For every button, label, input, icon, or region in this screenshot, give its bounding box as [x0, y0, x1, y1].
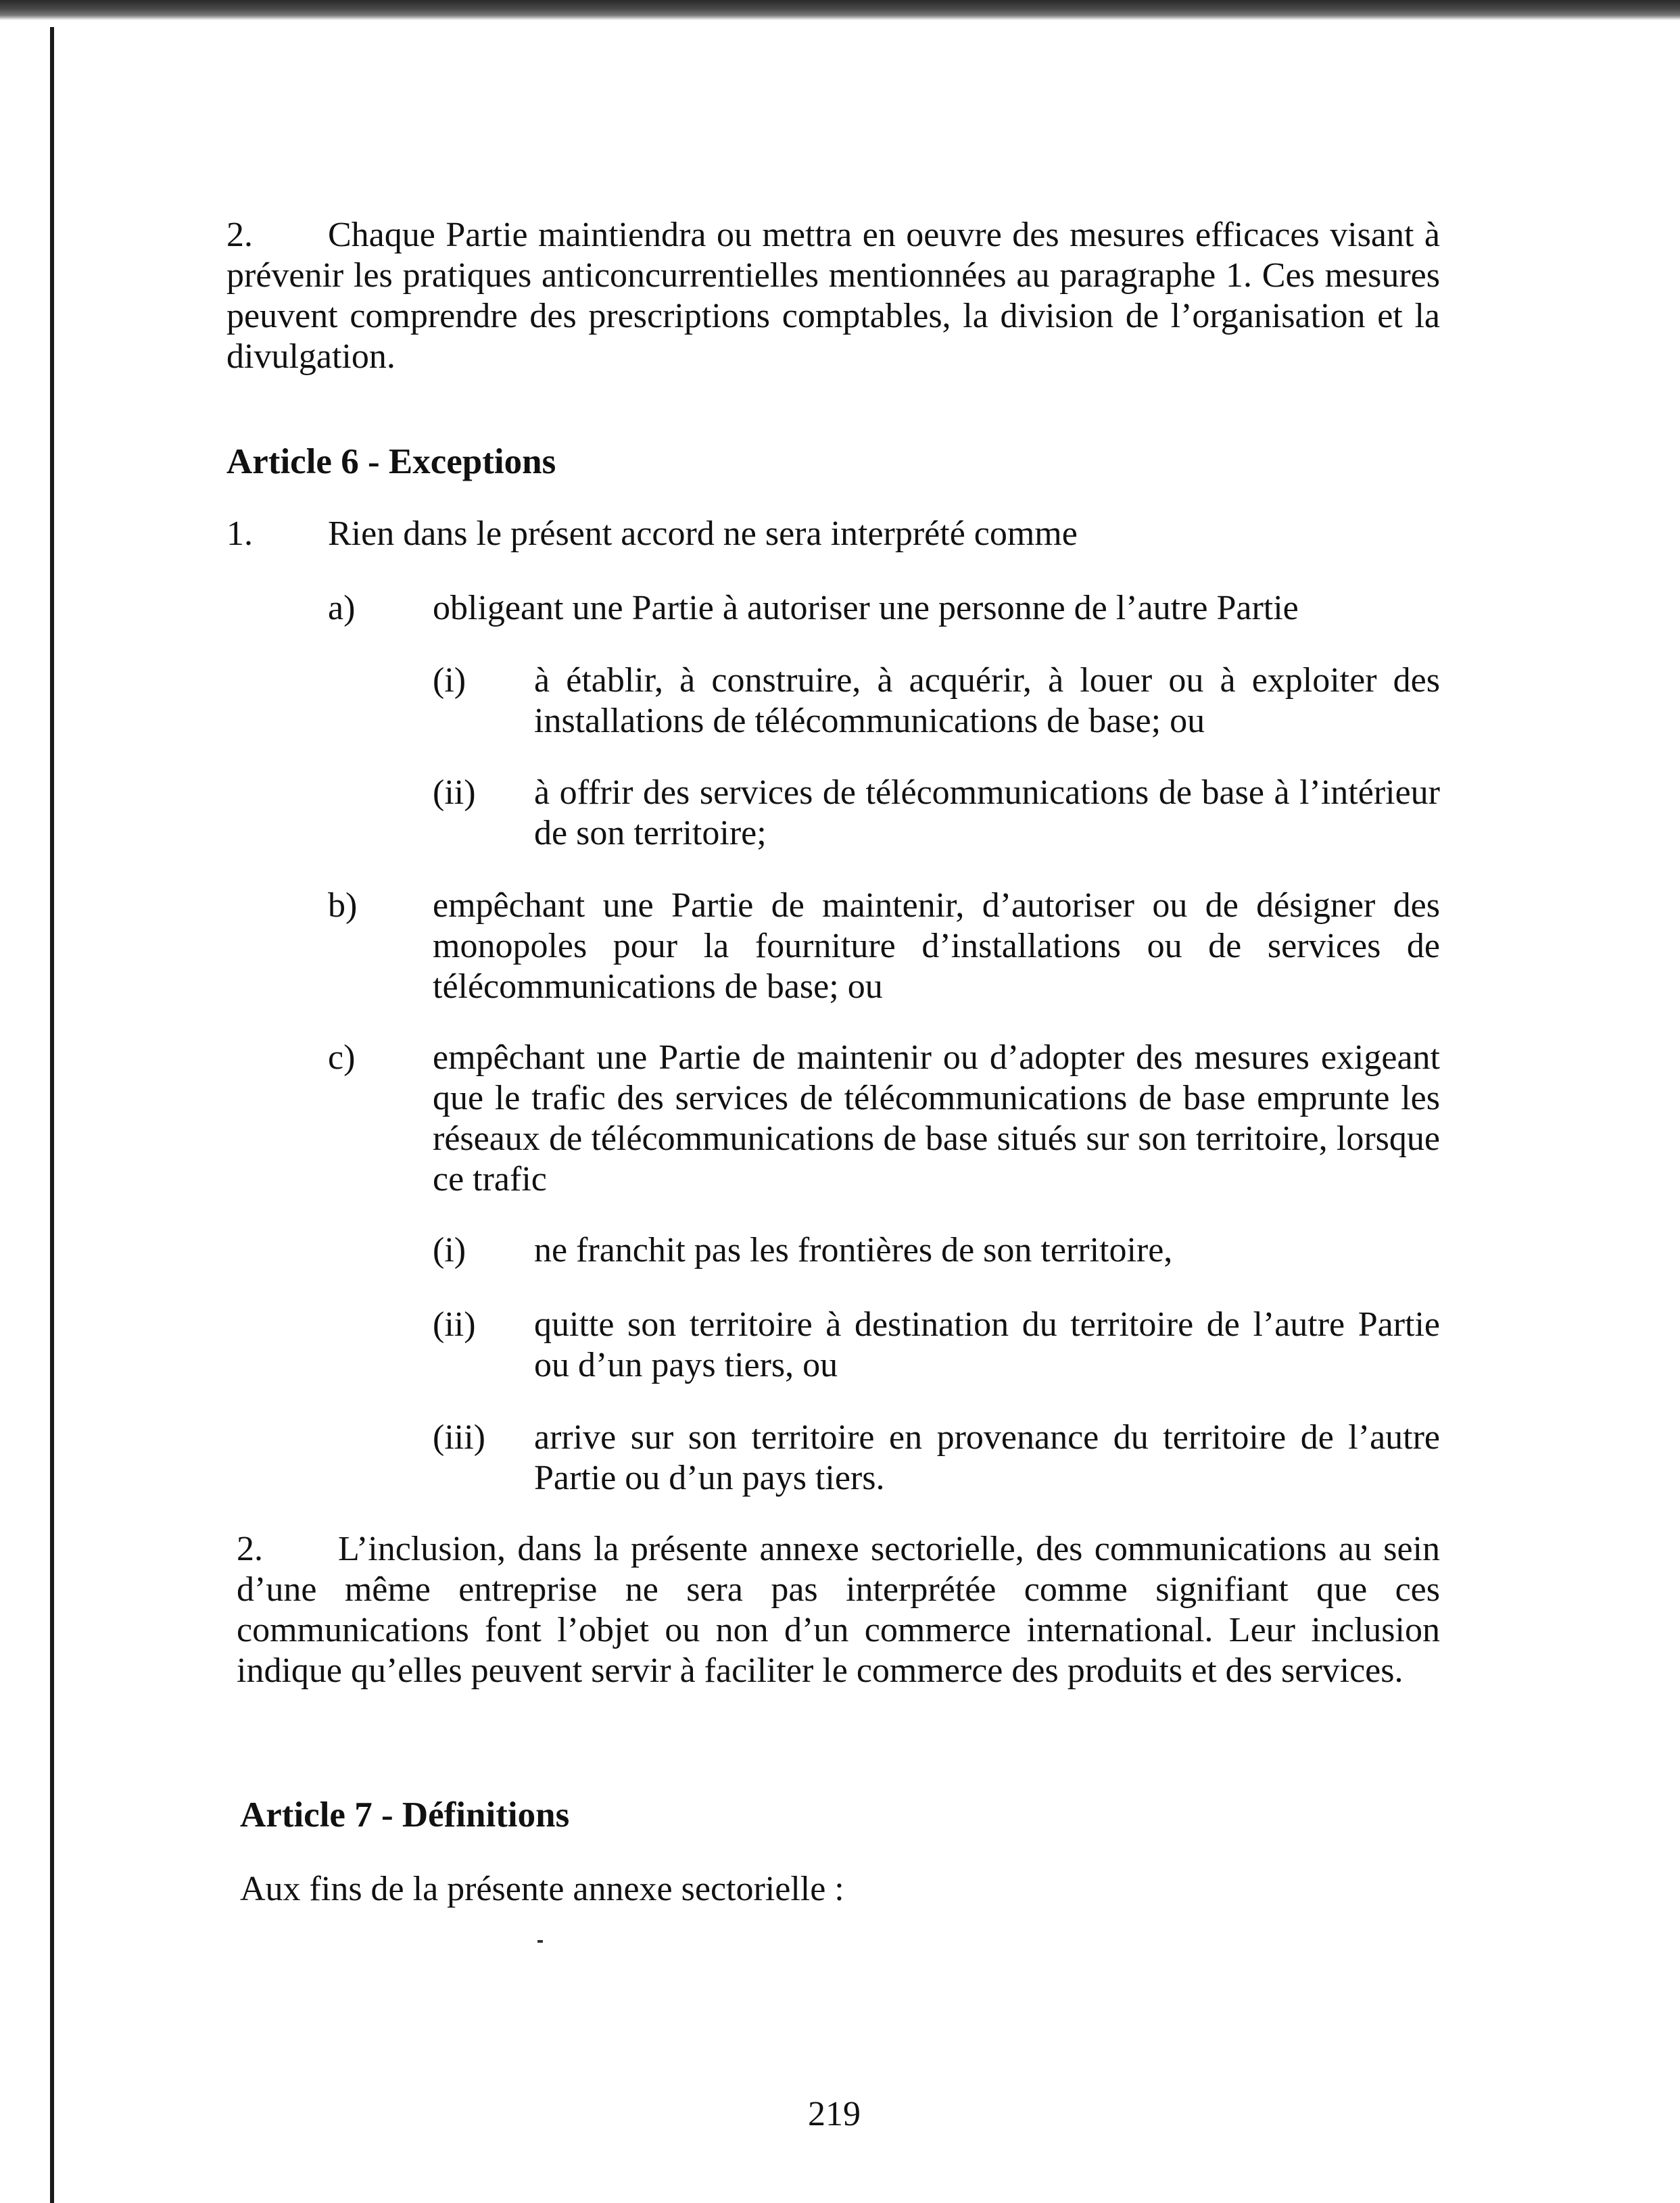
paragraph-2-number: 2.: [226, 216, 253, 254]
article-7-heading: Article 7 - Définitions: [240, 1795, 570, 1835]
article-6-item-2-text: L’inclusion, dans la présente annexe sectorielle, des communications au sein d’une même entreprise ne sera pas interprétée comme signifiant que ces communications font l’objet ou non d’un commerce international. Leur inclusion indique qu’elles peuvent servir à faciliter le commerce des produits et des services.: [237, 1530, 1440, 1690]
item-c-iii-text: arrive sur son territoire en provenance du territoire de l’autre Partie ou d’un pays tiers.: [534, 1418, 1440, 1497]
item-a-text: obligeant une Partie à autoriser une personne de l’autre Partie: [433, 589, 1299, 627]
paragraph-2-text: Chaque Partie maintiendra ou mettra en oeuvre des mesures efficaces visant à prévenir les pratiques anticoncurrentielles mentionnées au paragraphe 1. Ces mesures peuvent comprendre des prescriptions comptables, la division de l’organisation et la divulgation.: [226, 216, 1440, 376]
item-c-ii-text: quitte son territoire à destination du territoire de l’autre Partie ou d’un pays tiers, ou: [534, 1305, 1440, 1384]
article-6-item-2-number: 2.: [237, 1530, 263, 1568]
article-6-item-1-number: 1.: [226, 514, 253, 553]
item-b-label: b): [328, 886, 358, 925]
page-number: 219: [808, 2095, 861, 2133]
paragraph-2: [226, 215, 1440, 377]
item-a-i-label: (i): [433, 661, 466, 700]
item-c-iii-label: (iii): [433, 1418, 485, 1457]
item-c-text: empêchant une Partie de maintenir ou d’adopter des mesures exigeant que le trafic des services de télécommunications de base emprunte les réseaux de télécommunications de base situés sur son territoire, lorsque ce trafic: [433, 1038, 1440, 1199]
article-6-item-1-text: Rien dans le présent accord ne sera interprété comme: [328, 514, 1078, 553]
article-6-item-2: [237, 1529, 1440, 1691]
item-a-ii-label: (ii): [433, 773, 476, 812]
stray-mark: [537, 1940, 543, 1943]
item-c-i-text: ne franchit pas les frontières de son territoire,: [534, 1231, 1173, 1269]
article-7-intro: Aux fins de la présente annexe sectorielle :: [240, 1870, 844, 1908]
item-a-label: a): [328, 589, 356, 627]
item-b-text: empêchant une Partie de maintenir, d’autoriser ou de désigner des monopoles pour la fourniture d’installations ou de services de télécommunications de base; ou: [433, 886, 1440, 1006]
item-c-label: c): [328, 1038, 356, 1077]
item-a-ii-text: à offrir des services de télécommunications de base à l’intérieur de son territoire;: [534, 773, 1440, 852]
article-6-heading: Article 6 - Exceptions: [226, 442, 556, 481]
item-a-i-text: à établir, à construire, à acquérir, à louer ou à exploiter des installations de télécommunications de base; ou: [534, 661, 1440, 740]
item-c-i-label: (i): [433, 1231, 466, 1269]
item-c-ii-label: (ii): [433, 1305, 476, 1344]
